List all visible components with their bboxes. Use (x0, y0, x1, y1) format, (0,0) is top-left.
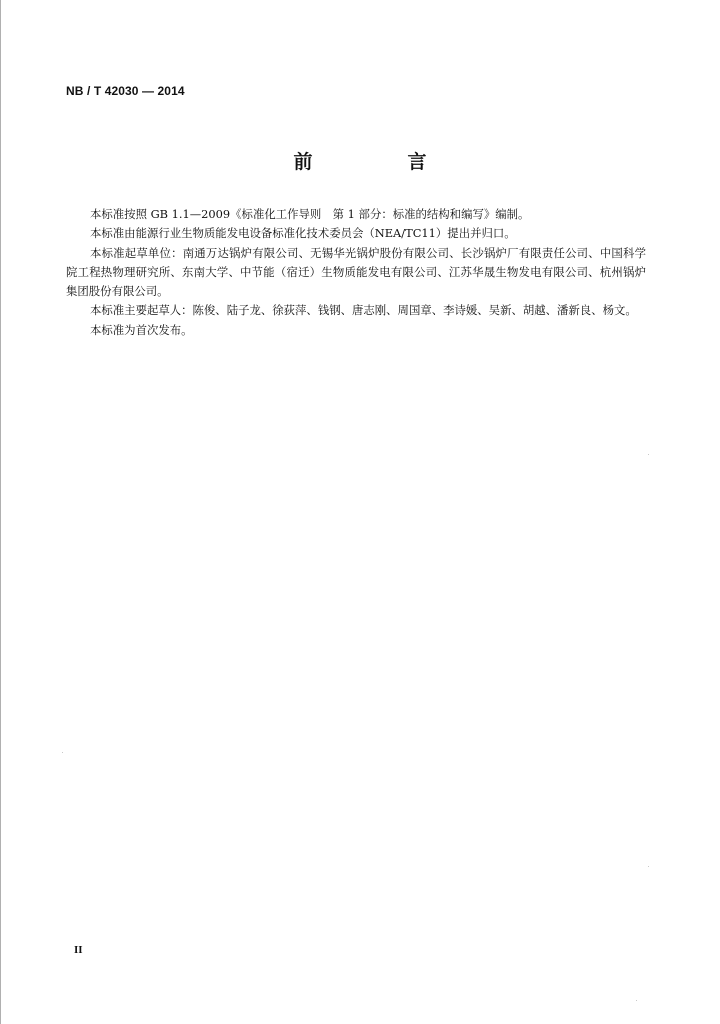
paragraph-proposer: 本标准由能源行业生物质能发电设备标准化技术委员会（NEA/TC11）提出并归口。 (90, 226, 516, 241)
scan-speck (62, 752, 63, 753)
paragraph-drafting-units: 本标准起草单位：南通万达锅炉有限公司、无锡华光锅炉股份有限公司、长沙锅炉厂有限责任公司、中国科学院工程热物理研究所、东南大学、中节能（宿迁）生物质能发电有限公司、江苏华晟生物发电有限公司、杭州锅炉集团股份有限公司。 (66, 245, 646, 299)
page-number: II (74, 944, 83, 956)
foreword-body (66, 205, 646, 340)
standard-code-header: NB / T 42030 — 2014 (66, 84, 185, 98)
paragraph-drafting-rules: 本标准按照 GB 1.1—2009《标准化工作导则 第 1 部分：标准的结构和编写》编制。 (90, 207, 530, 221)
paragraph-drafters: 本标准主要起草人：陈俊、陆子龙、徐荻萍、钱钢、唐志刚、周国章、李诗媛、吴新、胡越、潘新良、杨文。 (90, 303, 637, 318)
page-title: 前 言 (293, 151, 465, 173)
scan-speck (648, 866, 649, 867)
scan-speck (648, 454, 649, 455)
scan-speck (636, 1000, 637, 1001)
paragraph-first-release: 本标准为首次发布。 (90, 322, 193, 337)
